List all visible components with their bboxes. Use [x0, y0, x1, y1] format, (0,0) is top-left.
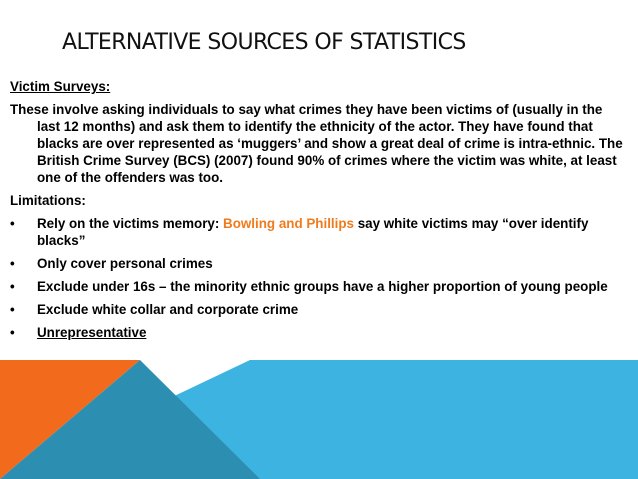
bullet-point: • [10, 256, 15, 271]
limitation-text-start: Rely on the victims memory: [37, 216, 224, 231]
limitation-text: Exclude white collar and corporate crime [37, 302, 299, 317]
limitation-item [10, 278, 624, 295]
section-heading: Victim Surveys: [10, 79, 111, 94]
limitation-text: Unrepresentative [37, 325, 147, 340]
limitation-text: Only cover personal crimes [37, 256, 213, 271]
bullet-point: • [10, 216, 15, 231]
highlighted-authors: Bowling and Phillips [223, 216, 354, 231]
limitation-text: Exclude under 16s – the minority ethnic groups have a higher proportion of young people [37, 279, 608, 294]
limitation-item [10, 324, 624, 341]
limitation-text-end: say white victims may “over identify blacks” [37, 216, 589, 248]
slide-title: ALTERNATIVE SOURCES OF STATISTICS [62, 30, 466, 55]
victim-surveys-paragraph: These involve asking individuals to say what crimes they have been victims of (usually in the last 12 months) and ask them to identify the ethnicity of the actor. They have found that blacks are over represented as ‘muggers’ and show a great deal of crime is intra-ethnic. The British Crime Survey (BCS) (2007) found 90% of crimes where the victim was white, at least one of the offenders was too. [10, 102, 623, 185]
limitation-item [10, 215, 624, 249]
bullet-point: • [10, 279, 15, 294]
limitation-item [10, 301, 624, 318]
bullet-point: • [10, 302, 15, 317]
slide-content [10, 78, 624, 347]
limitation-item [10, 255, 624, 272]
limitations-list [10, 215, 624, 341]
bullet-point: • [10, 325, 15, 340]
limitations-heading: Limitations: [10, 193, 86, 208]
